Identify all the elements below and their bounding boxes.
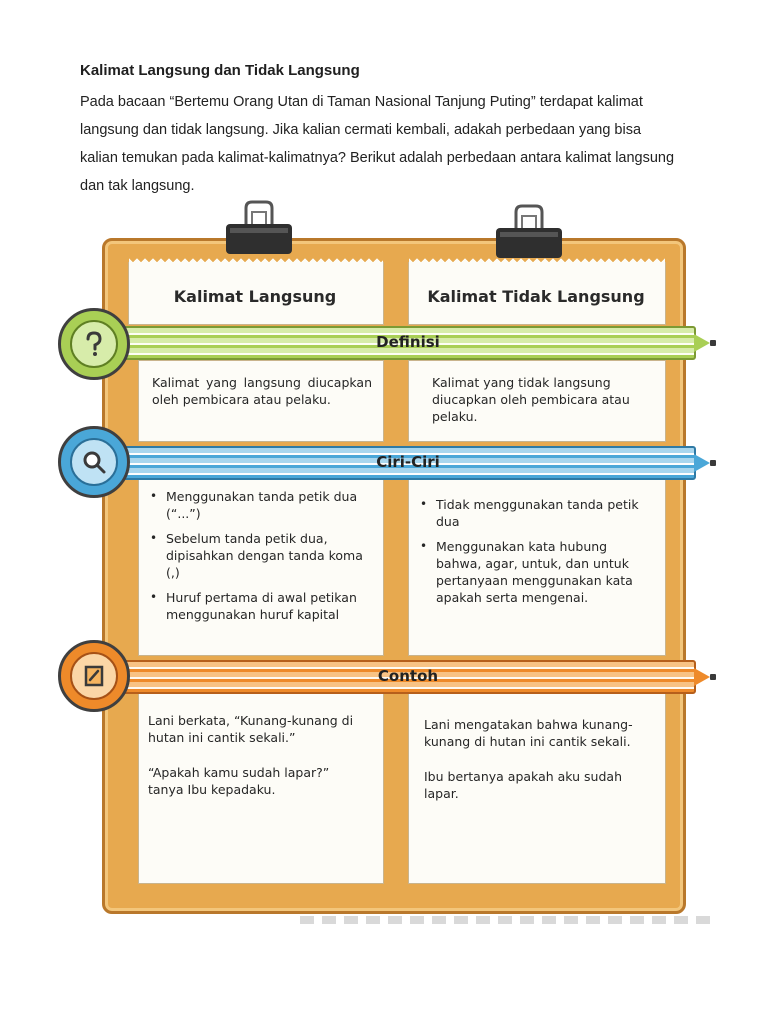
ciri-label: Ciri-Ciri [376, 453, 440, 471]
ciri-left-list [148, 488, 368, 631]
contoh-band [120, 660, 696, 694]
intro-paragraph: Pada bacaan “Bertemu Orang Utan di Taman Nasional Tanjung Puting” terdapat kalimat langsung dan tidak langsung. Jika kalian cermati kembali, adakah perbedaan yang bisa kalian temukan pada kalimat-kalimatnya? Berikut adalah perbedaan antara kalimat langsung dan tak langsung. [80, 94, 675, 194]
faded-footer-line [300, 916, 710, 924]
column-header-right: Kalimat Tidak Langsung [427, 287, 645, 306]
definisi-band [120, 326, 696, 360]
contoh-label: Contoh [377, 667, 439, 685]
note-icon [58, 640, 130, 712]
definisi-label: Definisi [376, 333, 440, 351]
question-icon [58, 308, 130, 380]
definisi-left-text: Kalimat yang langsung diucapkan oleh pembicara atau pelaku. [152, 375, 372, 407]
example-sentence: Lani berkata, “Kunang-kunang di hutan ini cantik sekali.” [148, 713, 354, 745]
contoh-left-text [148, 712, 358, 816]
list-item: • Menggunakan kata hubung bahwa, agar, untuk, dan untuk pertanyaan menggunakan kata apakah serta mengenai. [418, 538, 646, 606]
list-item: • Sebelum tanda petik dua, dipisahkan dengan tanda koma (,) [148, 530, 368, 581]
binder-clip-icon [222, 200, 296, 260]
magnifier-icon [58, 426, 130, 498]
list-item: • Huruf pertama di awal petikan menggunakan huruf kapital [148, 589, 368, 623]
document-title: Kalimat Langsung dan Tidak Langsung [80, 62, 360, 79]
list-item: • Tidak menggunakan tanda petik dua [418, 496, 646, 530]
binder-clip-icon [492, 204, 566, 264]
ciri-right-list [418, 496, 646, 614]
ciri-band [120, 446, 696, 480]
example-sentence: Lani mengatakan bahwa kunang-kunang di hutan ini cantik sekali. [424, 717, 633, 749]
example-sentence: “Apakah kamu sudah lapar?” tanya Ibu kepadaku. [148, 765, 330, 797]
example-sentence: Ibu bertanya apakah aku sudah lapar. [424, 769, 622, 801]
definisi-right-text: Kalimat yang tidak langsung diucapkan oleh pembicara atau pelaku. [432, 375, 630, 424]
column-header-left: Kalimat Langsung [173, 287, 337, 306]
list-item: • Menggunakan tanda petik dua (“...”) [148, 488, 368, 522]
contoh-right-text [424, 716, 646, 820]
